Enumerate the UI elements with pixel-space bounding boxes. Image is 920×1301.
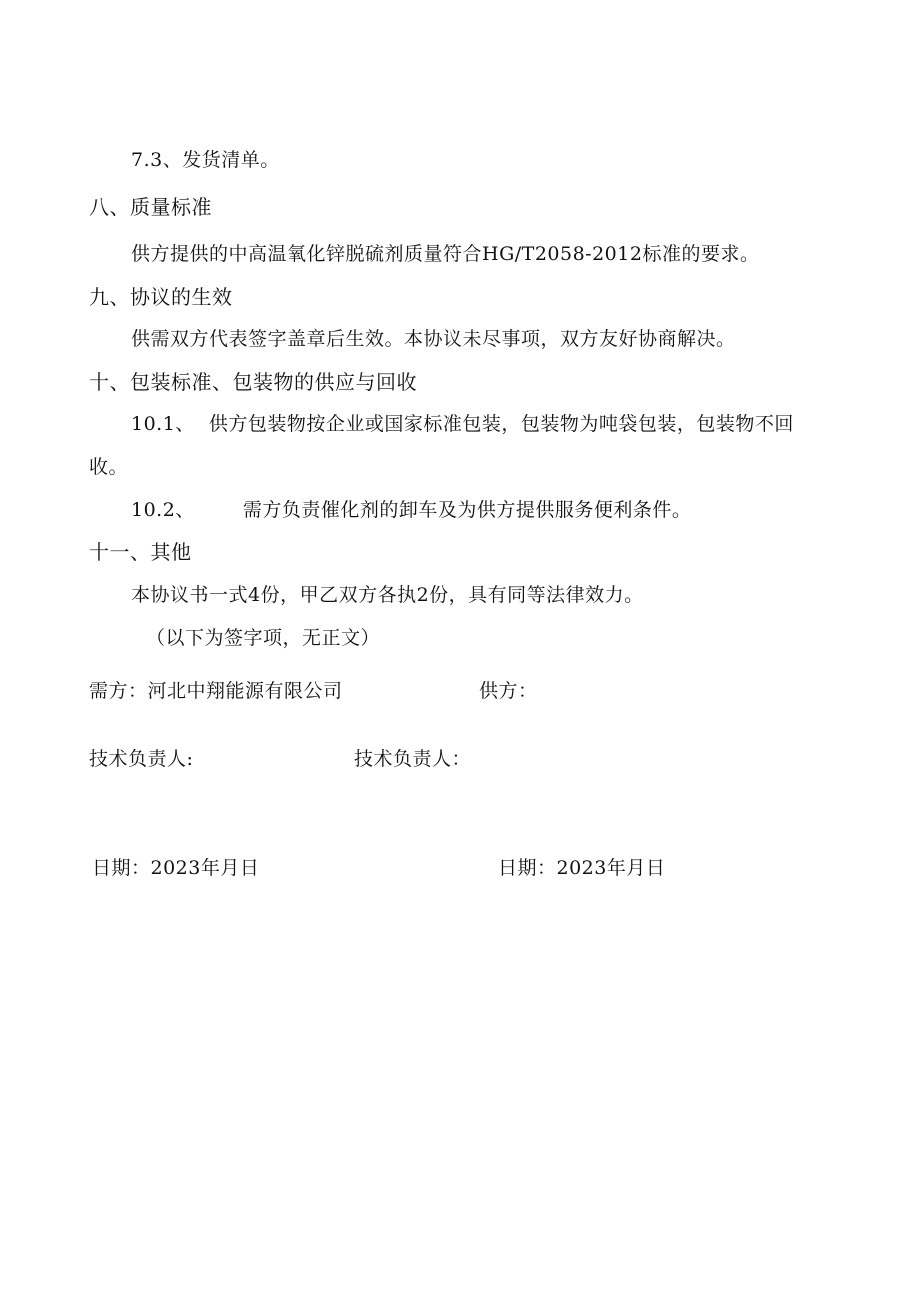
item-10-1-continuation: 收。 — [89, 456, 129, 478]
buyer-date: 日期：2023年月日 — [92, 857, 260, 879]
item-7-3: 7.3、发货清单。 — [131, 149, 280, 171]
section-11-body: 本协议书一式4份，甲乙双方各执2份，具有同等法律效力。 — [131, 584, 644, 606]
item-10-1-text: 供方包装物按企业或国家标准包装，包装物为吨袋包装，包装物不回 — [208, 413, 794, 435]
supplier-name: 供方： — [479, 680, 538, 702]
supplier-date: 日期：2023年月日 — [498, 857, 666, 879]
section-8-heading: 八、质量标准 — [89, 195, 212, 219]
buyer-name: 需方：河北中翔能源有限公司 — [89, 680, 343, 702]
section-11-heading: 十一、其他 — [89, 540, 192, 564]
buyer-tech-lead: 技术负责人: — [89, 748, 194, 770]
supplier-tech-lead: 技术负责人： — [354, 748, 472, 770]
section-8-body: 供方提供的中高温氧化锌脱硫剂质量符合HG/T2058-2012标准的要求。 — [131, 243, 760, 265]
section-10-heading: 十、包装标准、包装物的供应与回收 — [89, 370, 417, 394]
item-10-1 — [131, 412, 794, 436]
item-10-2-number: 10.2、 — [131, 499, 195, 521]
item-10-1-number: 10.1、 — [131, 413, 195, 435]
item-10-2 — [131, 498, 691, 522]
section-9-heading: 九、协议的生效 — [89, 285, 233, 309]
section-9-body: 供需双方代表签字盖章后生效。本协议未尽事项，双方友好协商解决。 — [131, 328, 736, 350]
signature-note: （以下为签字项，无正文） — [146, 627, 381, 649]
item-10-2-text: 需方负责催化剂的卸车及为供方提供服务便利条件。 — [242, 499, 692, 521]
